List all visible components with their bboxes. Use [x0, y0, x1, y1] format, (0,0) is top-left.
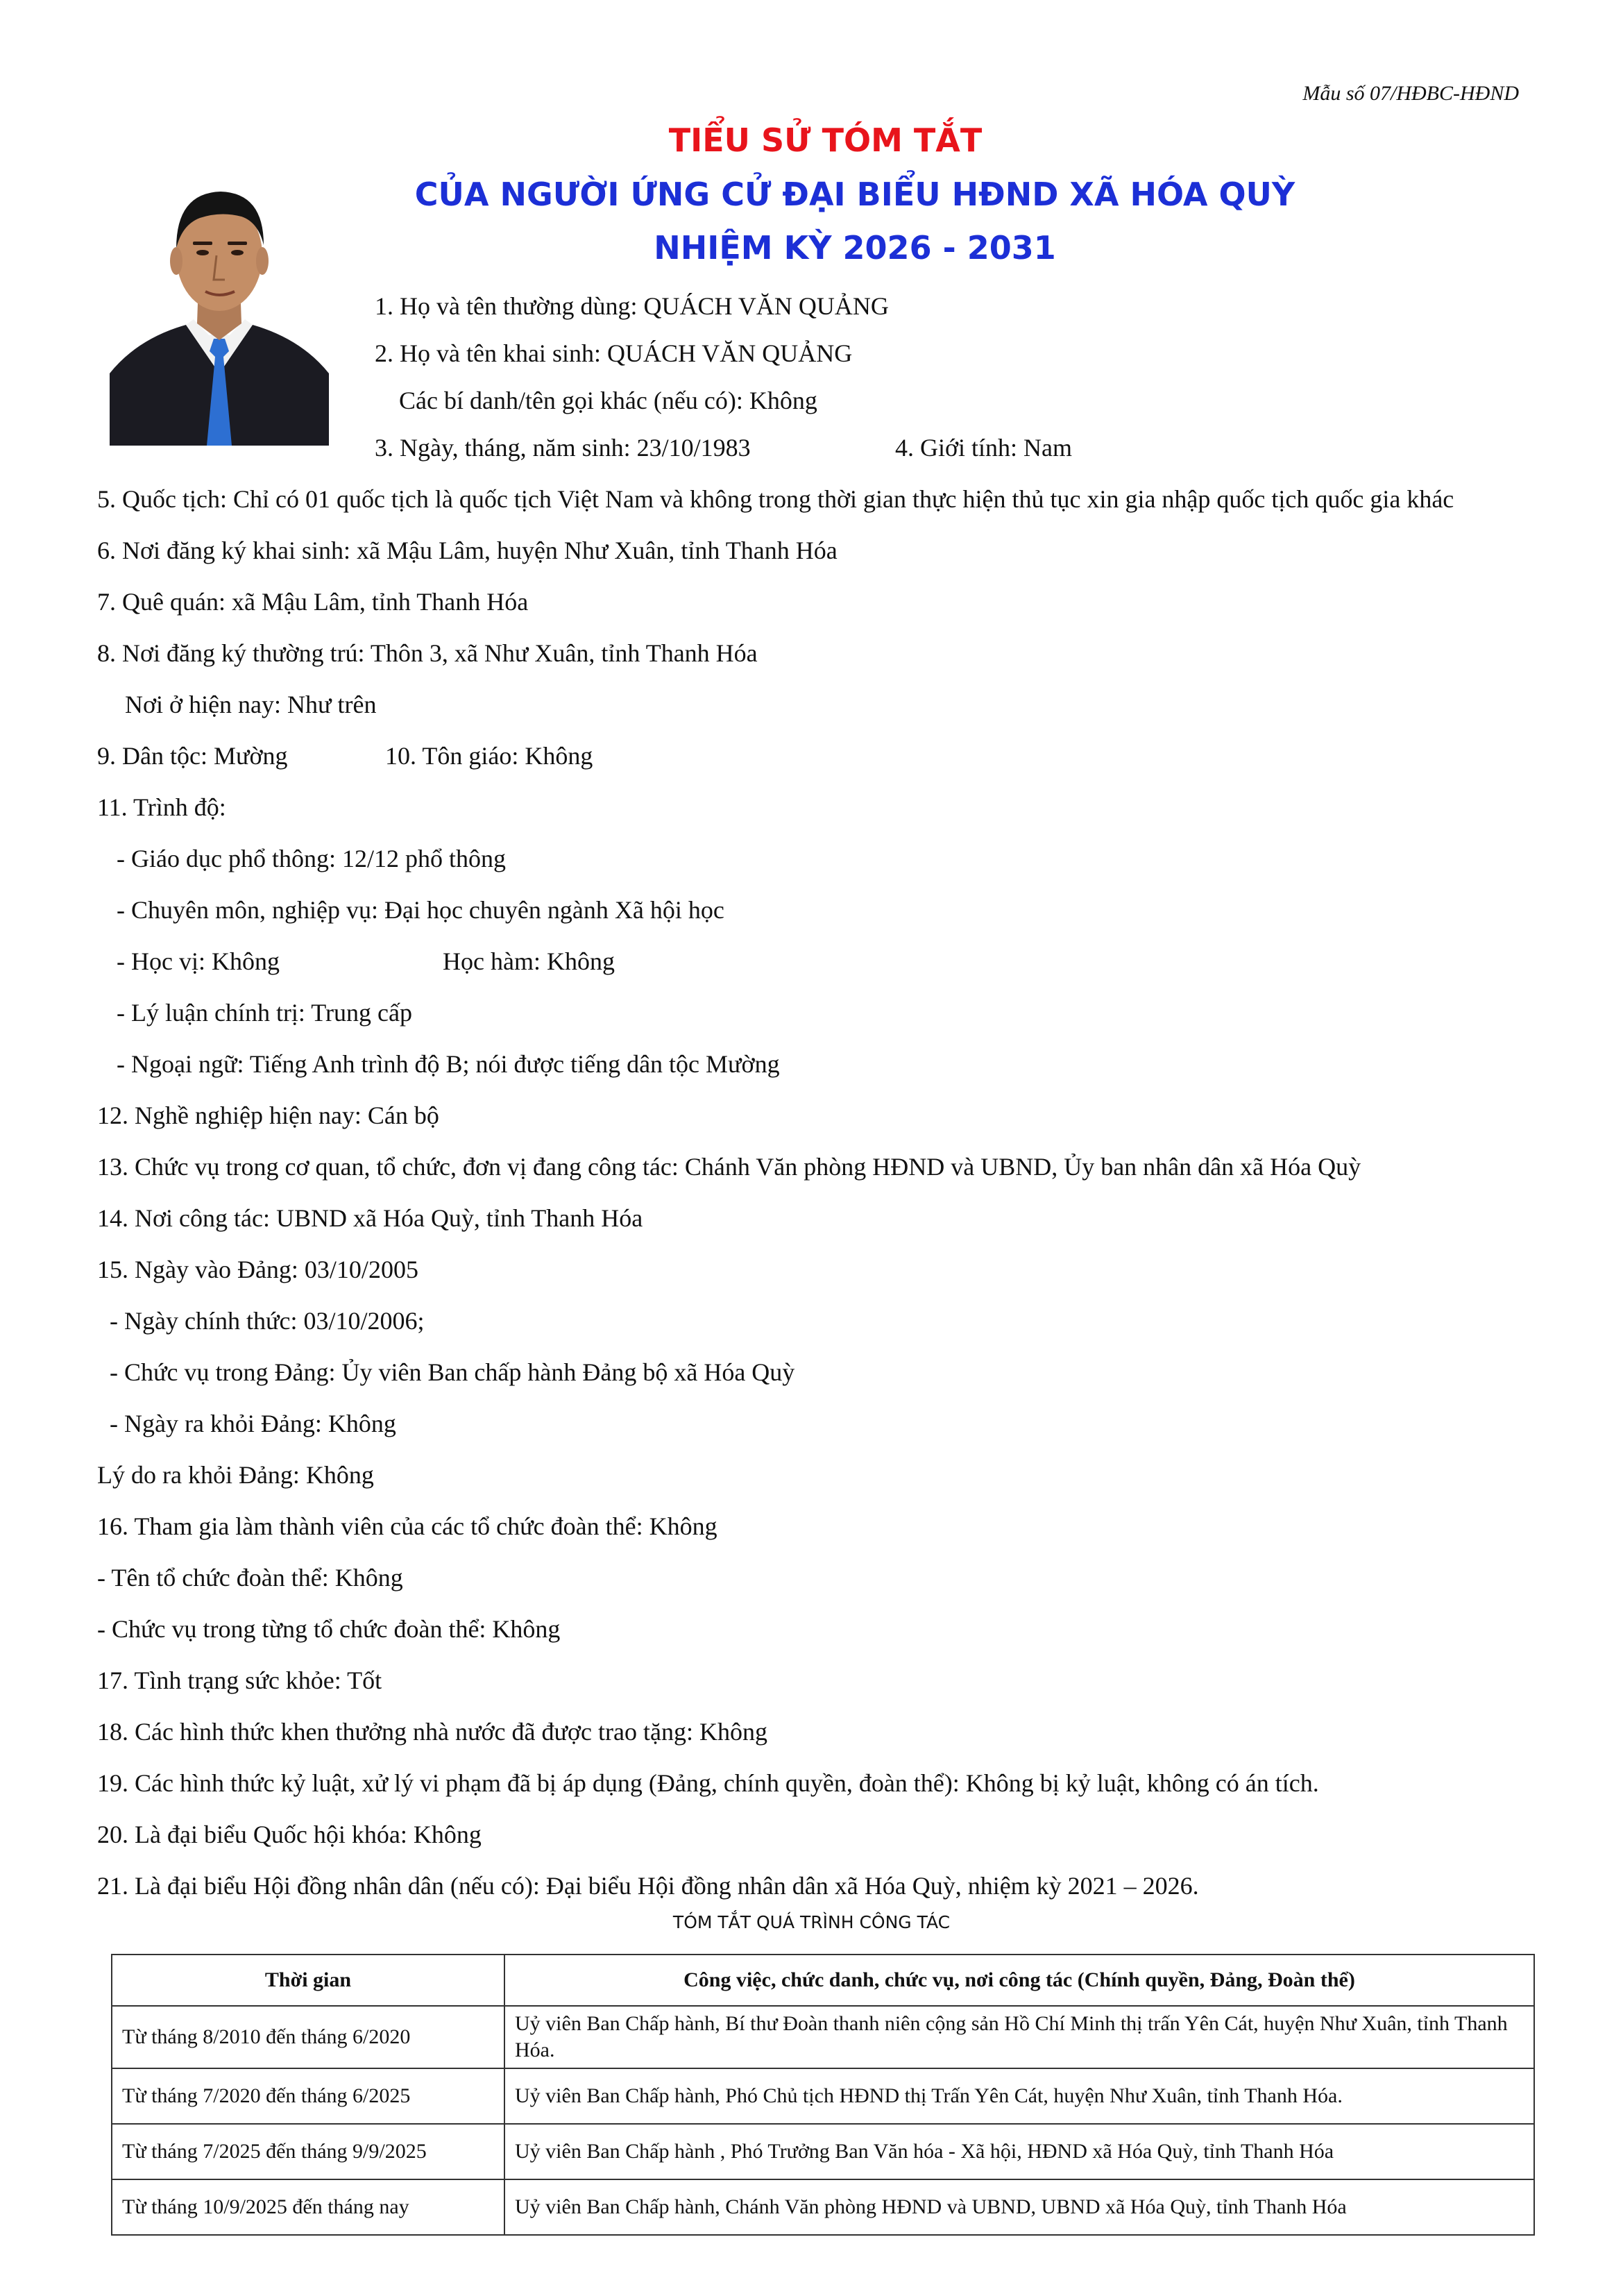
field-nationality: 5. Quốc tịch: Chỉ có 01 quốc tịch là quốc tịch Việt Nam và không trong thời gian thực hiện thủ tục xin gia nhập quốc tịch quốc gia khác	[97, 485, 1454, 513]
field-awards: 18. Các hình thức khen thưởng nhà nước đã được trao tặng: Không	[97, 1718, 767, 1746]
field-alias	[399, 386, 817, 415]
field-specialization: - Chuyên môn, nghiệp vụ: Đại học chuyên ngành Xã hội học	[117, 896, 724, 924]
table-row	[112, 2006, 1534, 2068]
field-peoples-council: 21. Là đại biểu Hội đồng nhân dân (nếu có): Đại biểu Hội đồng nhân dân xã Hóa Quỳ, nhiệm kỳ 2021 – 2026.	[97, 1872, 1199, 1900]
field-label: 1. Họ và tên thường dùng:	[375, 292, 638, 320]
career-table-title: TÓM TẮT QUÁ TRÌNH CÔNG TÁC	[672, 1912, 951, 1932]
document-title: TIỂU SỬ TÓM TẮT	[668, 121, 983, 159]
cell-time: Từ tháng 7/2025 đến tháng 9/9/2025	[112, 2124, 504, 2179]
field-party-official-date: - Ngày chính thức: 03/10/2006;	[110, 1307, 425, 1335]
cell-work: Uỷ viên Ban Chấp hành, Phó Chủ tịch HĐND thị Trấn Yên Cát, huyện Như Xuân, tỉnh Thanh Hóa.	[504, 2068, 1534, 2124]
field-hometown: 7. Quê quán: xã Mậu Lâm, tỉnh Thanh Hóa	[97, 588, 529, 616]
field-organization-name: - Tên tổ chức đoàn thể: Không	[97, 1564, 403, 1592]
document-term: NHIỆM KỲ 2026 - 2031	[654, 229, 1056, 267]
field-organizations: 16. Tham gia làm thành viên của các tổ chức đoàn thể: Không	[97, 1512, 717, 1540]
field-religion: 10. Tôn giáo: Không	[385, 742, 593, 770]
field-permanent-residence: 8. Nơi đăng ký thường trú: Thôn 3, xã Như Xuân, tỉnh Thanh Hóa	[97, 639, 758, 667]
cell-time: Từ tháng 7/2020 đến tháng 6/2025	[112, 2068, 504, 2124]
field-party-position: - Chức vụ trong Đảng: Ủy viên Ban chấp hành Đảng bộ xã Hóa Quỳ	[110, 1358, 795, 1386]
field-health: 17. Tình trạng sức khỏe: Tốt	[97, 1666, 382, 1694]
field-ethnicity: 9. Dân tộc: Mường	[97, 742, 288, 770]
field-gender	[895, 433, 1072, 462]
field-value: QUÁCH VĂN QUẢNG	[643, 292, 889, 320]
table-header-row	[112, 1955, 1534, 2006]
cell-work: Uỷ viên Ban Chấp hành , Phó Trưởng Ban Văn hóa - Xã hội, HĐND xã Hóa Quỳ, tỉnh Thanh Hóa	[504, 2124, 1534, 2179]
document-subtitle: CỦA NGƯỜI ỨNG CỬ ĐẠI BIỂU HĐND XÃ HÓA QUỲ	[414, 176, 1295, 213]
field-education-heading: 11. Trình độ:	[97, 793, 226, 821]
field-label: 2. Họ và tên khai sinh:	[375, 339, 601, 367]
table-row	[112, 2179, 1534, 2235]
field-label: Các bí danh/tên gọi khác (nếu có):	[399, 387, 743, 414]
field-label: 3. Ngày, tháng, năm sinh:	[375, 434, 631, 462]
field-national-assembly: 20. Là đại biểu Quốc hội khóa: Không	[97, 1821, 482, 1848]
career-table	[111, 1954, 1535, 2236]
field-party-leave-date: - Ngày ra khỏi Đảng: Không	[110, 1410, 396, 1437]
field-label: 4. Giới tính:	[895, 434, 1018, 462]
column-header-work: Công việc, chức danh, chức vụ, nơi công tác (Chính quyền, Đảng, Đoàn thể)	[504, 1955, 1534, 2006]
field-value: Nam	[1023, 434, 1073, 462]
field-party-leave-reason: Lý do ra khỏi Đảng: Không	[97, 1461, 374, 1489]
column-header-time: Thời gian	[112, 1955, 504, 2006]
cell-time: Từ tháng 10/9/2025 đến tháng nay	[112, 2179, 504, 2235]
cell-time: Từ tháng 8/2010 đến tháng 6/2020	[112, 2006, 504, 2068]
table-row	[112, 2124, 1534, 2179]
field-value: QUÁCH VĂN QUẢNG	[606, 339, 853, 367]
field-party-join-date: 15. Ngày vào Đảng: 03/10/2005	[97, 1256, 418, 1283]
field-common-name	[375, 292, 889, 321]
field-foreign-language: - Ngoại ngữ: Tiếng Anh trình độ B; nói được tiếng dân tộc Mường	[117, 1050, 780, 1078]
field-degree: - Học vị: Không	[117, 947, 280, 975]
field-workplace: 14. Nơi công tác: UBND xã Hóa Quỳ, tỉnh Thanh Hóa	[97, 1204, 643, 1232]
field-discipline: 19. Các hình thức kỷ luật, xử lý vi phạm đã bị áp dụng (Đảng, chính quyền, đoàn thể): Không bị kỷ luật, không có án tích.	[97, 1769, 1319, 1797]
field-birth-name	[375, 339, 852, 368]
field-occupation: 12. Nghề nghiệp hiện nay: Cán bộ	[97, 1101, 439, 1129]
field-general-education: - Giáo dục phổ thông: 12/12 phổ thông	[117, 845, 506, 872]
table-row	[112, 2068, 1534, 2124]
form-code: Mẫu số 07/HĐBC-HĐND	[1302, 82, 1519, 105]
cell-work: Uỷ viên Ban Chấp hành, Chánh Văn phòng HĐND và UBND, UBND xã Hóa Quỳ, tỉnh Thanh Hóa	[504, 2179, 1534, 2235]
field-value: Không	[749, 387, 817, 414]
field-birth-registration: 6. Nơi đăng ký khai sinh: xã Mậu Lâm, huyện Như Xuân, tỉnh Thanh Hóa	[97, 537, 838, 564]
cell-work: Uỷ viên Ban Chấp hành, Bí thư Đoàn thanh niên cộng sản Hồ Chí Minh thị trấn Yên Cát, huyện Như Xuân, tỉnh Thanh Hóa.	[504, 2006, 1534, 2068]
field-political-theory: - Lý luận chính trị: Trung cấp	[117, 999, 412, 1027]
field-birth-date	[375, 433, 751, 462]
field-value: 23/10/1983	[636, 434, 751, 462]
field-organization-position: - Chức vụ trong từng tổ chức đoàn thể: Không	[97, 1615, 561, 1643]
field-academic-title: Học hàm: Không	[443, 947, 615, 975]
field-position: 13. Chức vụ trong cơ quan, tổ chức, đơn vị đang công tác: Chánh Văn phòng HĐND và UBND, Ủy ban nhân dân xã Hóa Quỳ	[97, 1153, 1361, 1181]
field-current-residence: Nơi ở hiện nay: Như trên	[125, 691, 377, 718]
